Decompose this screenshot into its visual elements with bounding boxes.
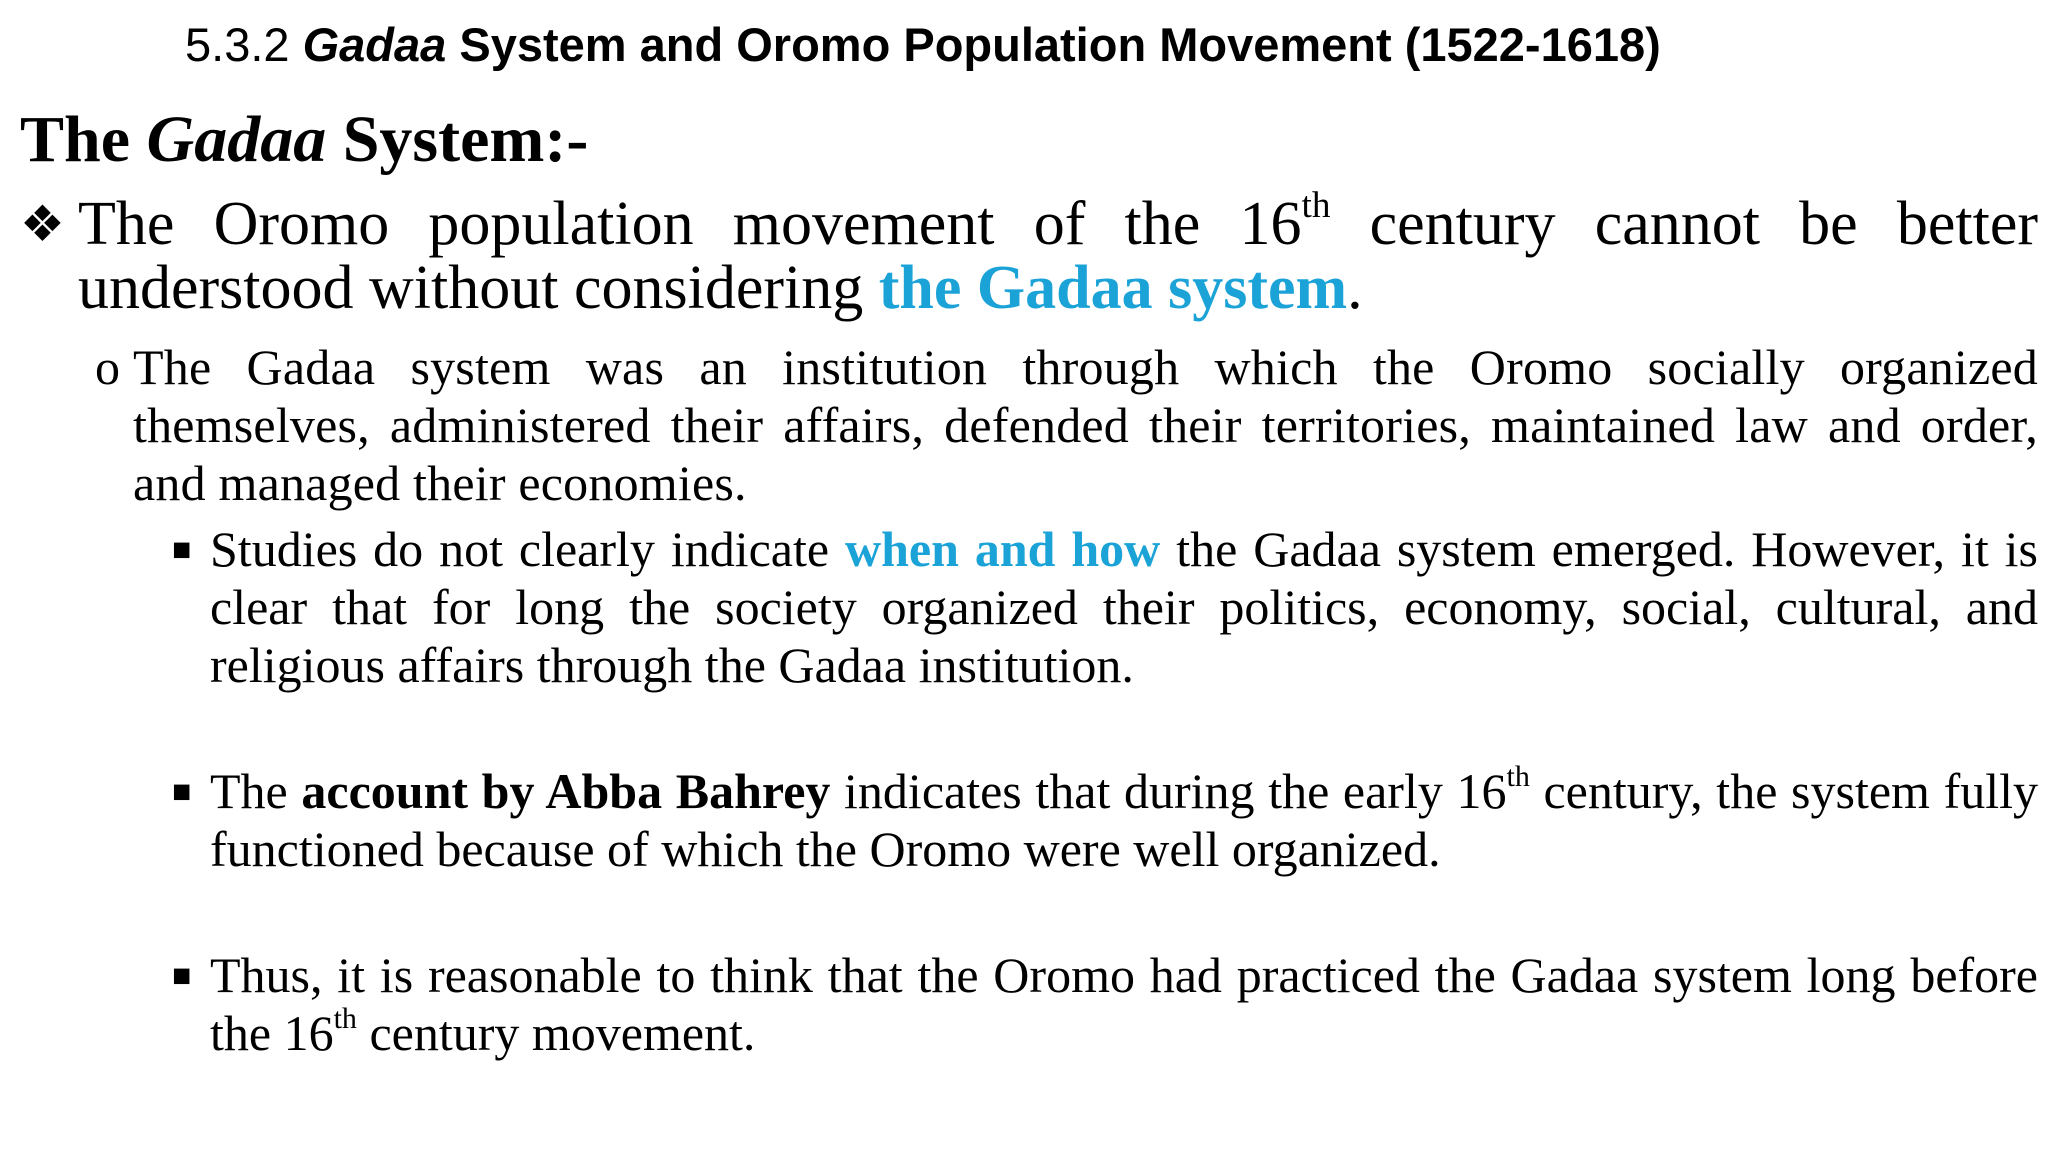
main-bullet-text-b: century cannot be better understood without considering — [78, 190, 2039, 322]
detail-1-text-b: the Gadaa system emerged. However, it is clear that for long the society organized their politics, economy, social, cultural, and religious affairs through the Gadaa institution. — [210, 521, 2038, 693]
sub-bullet — [95, 338, 2038, 512]
detail-bullet-1 — [172, 520, 2038, 694]
detail-3-text-b: century movement. — [356, 1005, 756, 1061]
detail-bullet-3-text — [172, 946, 2038, 1062]
heading-pre: The — [20, 103, 131, 176]
detail-2-text-c: century, the system fully functioned because of which the Oromo were well organized. — [210, 763, 2039, 877]
sub-bullet-text: The Gadaa system was an institution through which the Oromo socially organized themselves, administered their affairs, defended their territories, maintained law and order, and managed their economies. — [133, 339, 2038, 511]
detail-2-text-b: indicates that during the early 16 — [830, 763, 1507, 819]
square-bullet-icon: ■ — [172, 531, 192, 567]
highlight-when-and-how: when and how — [845, 521, 1161, 577]
square-bullet-icon: ■ — [172, 773, 192, 809]
detail-bullet-3 — [172, 946, 2038, 1062]
superscript-th: th — [1506, 759, 1530, 793]
section-title-italic: Gadaa — [302, 18, 447, 71]
diamond-bullet-icon: ❖ — [20, 196, 65, 252]
detail-1-text-a: Studies do not clearly indicate — [210, 521, 845, 577]
slide-heading — [20, 100, 588, 180]
slide-section-header — [185, 14, 1661, 76]
section-number: 5.3.2 — [185, 18, 290, 71]
circle-bullet-icon: o — [95, 339, 120, 395]
heading-italic: Gadaa — [146, 103, 327, 176]
main-bullet-text-c: . — [1347, 254, 1363, 322]
superscript-th: th — [1301, 184, 1331, 226]
detail-2-text-a: The — [210, 763, 302, 819]
detail-bullet-2-text — [172, 759, 2039, 878]
bold-account-by-abba-bahrey: account by Abba Bahrey — [301, 763, 831, 819]
heading-post: System:- — [342, 103, 589, 176]
detail-3-text-a: Thus, it is reasonable to think that the Oromo had practiced the Gadaa system long before the 16 — [210, 947, 2038, 1061]
section-title-rest: System and Oromo Population Movement (1522-1618) — [459, 18, 1661, 71]
highlight-gadaa-system: the Gadaa system — [878, 254, 1348, 322]
main-bullet-text — [20, 184, 2039, 322]
detail-bullet-1-text — [172, 520, 2038, 694]
main-bullet-text-a: The Oromo population movement of the 16 — [78, 190, 1302, 258]
main-bullet — [20, 184, 2039, 322]
detail-bullet-2 — [172, 759, 2039, 878]
superscript-th: th — [333, 1001, 357, 1035]
square-bullet-icon: ■ — [172, 957, 192, 993]
